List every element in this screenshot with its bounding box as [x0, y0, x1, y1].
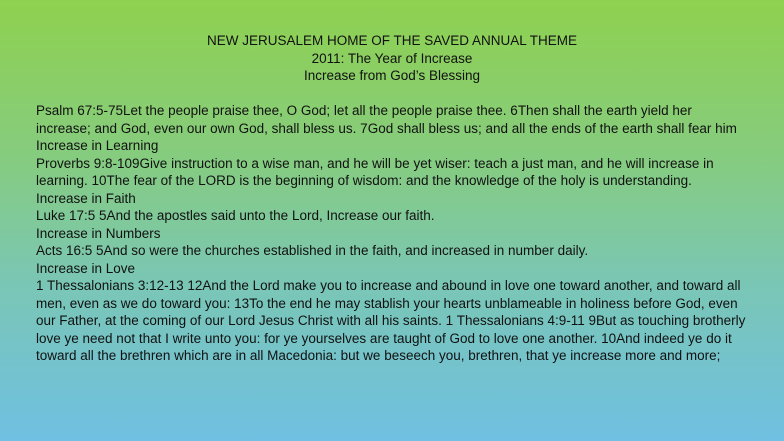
luke-passage: Luke 17:5 5And the apostles said unto the Lord, Increase our faith. [36, 208, 435, 223]
title-block [0, 32, 784, 85]
scripture-body [36, 102, 748, 365]
heading-love: Increase in Love [36, 260, 136, 276]
heading-faith: Increase in Faith [36, 190, 136, 206]
thessalonians-passage: 1 Thessalonians 3:12-13 12And the Lord make you to increase and abound in love one toward another, and toward all men, even as we do toward you: 13To the end he may stablish your hearts unblameable in holiness before God, even our Father, at the coming of our Lord Jesus Christ with all his saints. 1 Thessalonians 4:9-11 9But as touching brotherly love ye need not that I write unto you: for ye yourselves are taught of God to love one another. 10And indeed ye do it toward all the brethren which are in all Macedonia: but we beseech you, brethren, that ye increase more and more; [36, 278, 746, 363]
theme-year: 2011: The Year of Increase [311, 50, 473, 66]
psalm-passage: Psalm 67:5-75Let the people praise thee, O God; let all the people praise thee. 6Then shall the earth yield her increase; and God, even our own God, shall bless us. 7God shall bless us; and all the ends of the earth shall fear him [36, 103, 737, 136]
theme-subtitle: Increase from God’s Blessing [303, 68, 481, 83]
heading-learning: Increase in Learning [36, 138, 159, 153]
acts-passage: Acts 16:5 5And so were the churches established in the faith, and increased in number daily. [36, 243, 589, 258]
theme-title: NEW JERUSALEM HOME OF THE SAVED ANNUAL THEME [206, 33, 578, 48]
proverbs-passage: Proverbs 9:8-109Give instruction to a wise man, and he will be yet wiser: teach a just man, and he will increase in learning. 10The fear of the LORD is the beginning of wisdom: and the knowledge of the holy is understanding. [36, 155, 714, 188]
heading-numbers: Increase in Numbers [36, 225, 161, 241]
